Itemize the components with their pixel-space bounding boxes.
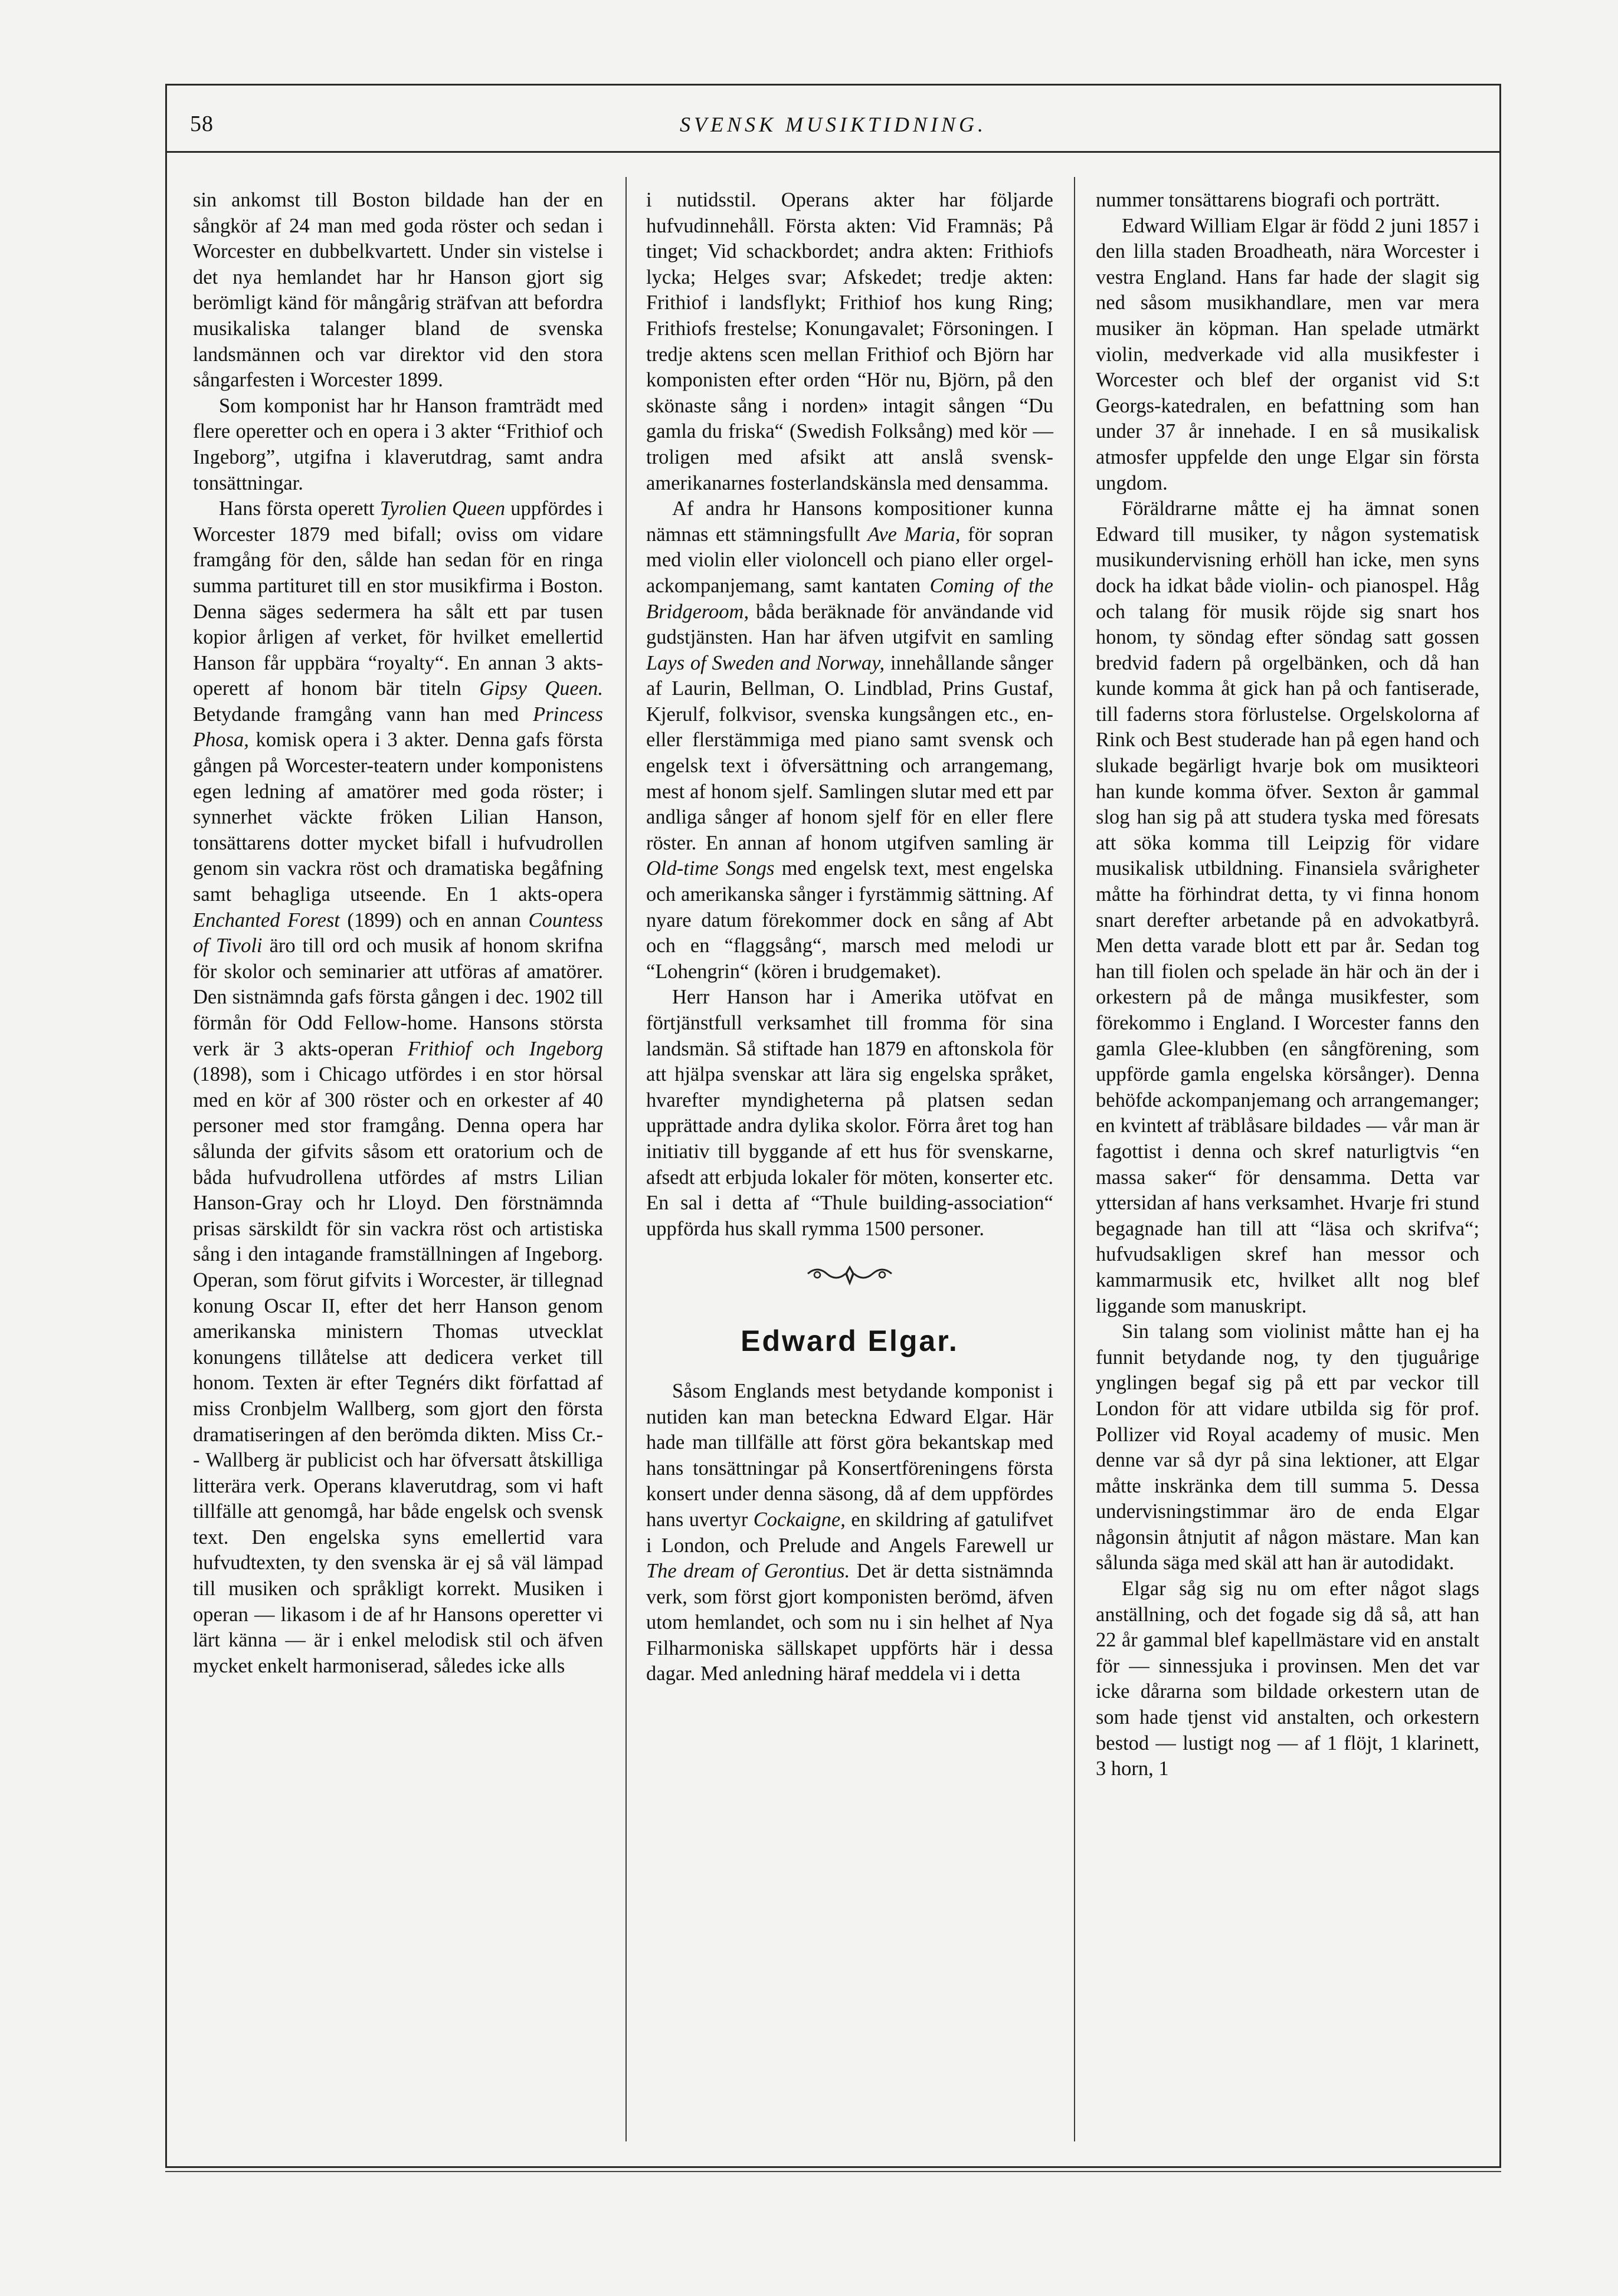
text-run: med engelsk text, mest engelska och amerikanska sånger i fyrstämmig sättning. Af nyare datum förekommer dock en sång af Abt och en “flaggsång“, marsch med melodi ur “Lohengrin“ (kören i brudgemaket). [646, 857, 1053, 983]
paragraph: sin ankomst till Boston bildade han der en sångkör af 24 man med goda röster och sedan i Worcester en dubbelkvartett. Under sin vistelse i det nya hemlandet har hr Hanson gjort sig berömligt känd för mångårig sträfvan att befordra musikaliska talanger bland de svenska landsmännen och var direktor vid den stora sångarfesten i Worcester 1899. [193, 189, 603, 392]
page-header [165, 106, 1501, 142]
page-number: 58 [190, 111, 214, 136]
ornament-icon [805, 1262, 894, 1288]
work-title: Old-time Songs [646, 857, 775, 880]
paragraph: Som komponist har hr Hanson framträdt med flere operetter och en opera i 3 akter “Frithiof och Ingeborg”, utgifna i klaverutdrag, samt andra tonsättningar. [193, 394, 603, 494]
text-run: Det är detta sistnämnda verk, som först gjort komponisten berömd, äfven utom hemlandet, och som nu i sin helhet af Nya Filharmoniska sällskapet uppförts här i dessa dagar. Med anledning häraf meddela vi i detta [646, 1560, 1053, 1685]
paragraph [646, 496, 1053, 985]
work-title: Frithiof och Ingeborg [407, 1037, 603, 1060]
journal-title: SVENSK MUSIKTIDNING. [679, 113, 987, 136]
column-divider-1 [625, 177, 627, 2141]
text-run: en skildring af gatulifvet i London, och Prelude and Angels Farewell ur [646, 1508, 1053, 1557]
bottom-frame-rule [165, 2166, 1501, 2168]
paragraph [193, 496, 603, 1679]
text-run: uppfördes i Worcester 1879 med bifall; oviss om vidare framgång för den, sålde han sedan för en ringa summa partituret till en stor musikfirma i Boston. Denna säges sedermera ha sålt ett par tusen kopior årligen af verket, för hvilket emellertid Hanson får uppbära “royalty“. En annan 3 akts-operett af honom bär titeln [193, 497, 603, 700]
text-run: Hans första operett [219, 497, 380, 520]
paragraph: nummer tonsättarens biografi och porträtt. [1096, 189, 1440, 211]
work-title: Princess Phosa, [193, 703, 603, 752]
text-run: Af andra hr Hansons kompositioner kunna nämnas ett stämningsfullt [646, 497, 1053, 546]
header-rule [165, 151, 1501, 153]
work-title: Coming of the Bridgeroom, [646, 574, 1053, 623]
work-title: Ave Maria, [867, 523, 961, 546]
work-title: Gipsy Queen. [479, 677, 603, 700]
paragraph: Elgar såg sig nu om efter något slags anställning, och det fogade sig då så, att han 22 år gammal blef kapellmästare vid en anstalt för — sinnessjuka i provinsen. Men det var icke dårarna som bildade orkestern utan de som hade tjenst vid anstalten, och orkestern bestod — lustigt nog — af 1 flöjt, 1 klarinett, 3 horn, 1 [1096, 1577, 1479, 1780]
section-heading: Edward Elgar. [741, 1324, 959, 1357]
text-run: Såsom Englands mest betydande komponist i nutiden kan man beteckna Edward Elgar. Här hade man tillfälle att först göra bekantskap med hans tonsättningar på Konsertföreningens första konsert under denna säsong, då af dem uppfördes hans uvertyr [646, 1379, 1053, 1531]
text-run: äro till ord och musik af honom skrifna för skolor och seminarier att utföras af amatörer. Den sistnämnda gafs första gången i dec. 1902 till förmån för Odd Fellow-home. Hansons största verk är 3 akts-operan [193, 934, 604, 1060]
paragraph [646, 1379, 1053, 1687]
column-divider-2 [1074, 177, 1075, 2141]
text-run: båda beräknade för användande vid gudstjänsten. Han har äfven utgifvit en samling [646, 600, 1053, 649]
top-frame-rule [165, 84, 1501, 86]
left-frame-rule [165, 84, 167, 2166]
work-title: Cockaigne, [753, 1508, 846, 1531]
work-title: Countess of Tivoli [193, 908, 603, 957]
work-title: Lays of Sweden and Norway, [646, 651, 885, 674]
paragraph: Edward William Elgar är född 2 juni 1857 i den lilla staden Broadheath, nära Worcester i vestra England. Hans far hade der slagit sig ned såsom musikhandlare, men var mera musiker än köpman. Han spelade utmärkt violin, medverkade vid alla musikfester i Worcester och blef der organist vid S:t Georgs-katedralen, en befattning som han under 37 år innehade. I en så musikalisk atmosfer uppfelde den unge Elgar sin första ungdom. [1096, 214, 1479, 494]
ornament-divider-icon [646, 1262, 1053, 1295]
work-title: Enchanted Forest [193, 908, 340, 931]
text-run: komisk opera i 3 akter. Denna gafs första gången på Worcester-teatern under komponistens egen ledning af amatörer med goda röster; i synnerhet väckte fröken Lilian Hanson, tonsättarens dotter mycket bifall i hufvudrollen genom sin vackra röst och dramatiska begåfning samt behagliga utseende. En 1 akts-opera [193, 729, 603, 906]
column-3 [1096, 188, 1479, 1782]
text-run: (1898), som i Chicago utfördes i en stor hörsal med en kör af 300 röster och en orkester af 40 personer med stor framgång. Denna opera har sålunda der gifvits såsom ett oratorium och de båda hufvudrollena utfördes af mstrs Lilian Hanson-Gray och hr Lloyd. Den förstnämnda prisas särskildt för sin vackra röst och artistiska sång i den intagande framställningen af Ingeborg. Operan, som förut gifvits i Worcester, är tillegnad konung Oscar II, efter det herr Hanson genom amerikanska ministern Thomas utvecklat konungens tillåtelse att dedicera verket till honom. Texten är efter Tegnérs dikt författad af miss Cronbjelm Wallberg, som gjort den första dramatiseringen af den berömda dikten. Miss Cr.-- Wallberg är publicist och har öfversatt åtskilliga litterära verk. Operans klaverutdrag, som vi haft tillfälle att genomgå, har både engelsk och svensk text. Den engelska syns emellertid vara hufvudtexten, ty den svenska är ej så väl lämpad till musiken och språkligt korrekt. Musiken i operan — likasom i de af hr Hansons operetter vi lärt känna — är i enkel melodisk stil och äfven mycket enkelt harmoniserad, således icke alls [193, 1063, 603, 1677]
column-2 [646, 188, 1053, 1687]
column-1 [193, 188, 603, 1679]
paragraph: Sin talang som violinist måtte han ej ha funnit betydande nog, ty den tjuguårige ynglingen begaf sig på ett par veckor till London för att vidare utbilda sig för prof. Pollizer vid Royal academy of music. Men denne var så dyr på sina lektioner, att Elgar måtte inskränka dem till summa 5. Dessa undervisningstimmar äro de enda Elgar någonsin åtnjutit af någon mästare. Man kan sålunda säga med skäl att han är autodidakt. [1096, 1320, 1479, 1575]
work-title: Tyrolien Queen [379, 497, 506, 520]
right-frame-rule [1499, 84, 1501, 2166]
text-run: Betydande framgång vann han med [193, 703, 533, 726]
text-run: (1899) och en annan [339, 908, 529, 931]
paragraph: Föräldrarne måtte ej ha ämnat sonen Edward till musiker, ty någon systematisk musikundervisning erhöll han icke, men syns dock ha idkat både violin- och pianospel. Håg och talang för musik röjde sig snart hos honom, ty söndag efter söndag satt gossen bredvid fadern på orgelbänken, och då han kunde komma åt gick han på och fantiserade, till faderns stora förlustelse. Orgelskolorna af Rink och Best studerade han på egen hand och slukade begärligt hvarje bok om musikteori han kunde komma öfver. Sexton år gammal slog han sig på att studera tyska med föresats att söka komma till Leipzig för vidare musikalisk utbildning. Finansiela svårigheter måtte ha förhindrat detta, ty vi finna honom snart derefter arbetande på en advokatbyrå. Men detta varade blott ett par år. Sedan tog han till fiolen och spelade än här och än der i orkestern på de många musikfester, som förekommo i England. I Worcester fanns den gamla Glee-klubben (en sångförening, som uppförde gamla engelska körsånger). Denna behöfde ackompanjemang och arrangemanger; en kvintett af träblåsare bildades — vår man är fagottist i denna och skref naturligtvis “en massa saker“ för densamma. Detta var yttersidan af hans verksamhet. Hvarje fri stund begagnade han till att “läsa och skrifva“; hufvudsakligen skref han messor och kammarmusik etc, hvilket allt nog blef liggande som manuskript. [1096, 497, 1479, 1317]
text-run: för sopran med violin eller violoncell och piano eller orgel-ackompanjemang, samt kantaten [646, 523, 1053, 597]
work-title: The dream of Gerontius. [646, 1560, 850, 1583]
text-run: innehållande sånger af Laurin, Bellman, O. Lindblad, Prins Gustaf, Kjerulf, folkvisor, svenska kungsången etc., en- eller flerstämmiga med piano samt svensk och engelsk text i öfversättning och arrangemang, mest af honom sjelf. Samlingen slutar med ett par andliga sånger af honom sjelf för en eller flere röster. En annan af honom utgifven samling är [646, 651, 1054, 854]
paragraph: i nutidsstil. Operans akter har följarde hufvudinnehåll. Första akten: Vid Framnäs; På tinget; Vid schackbordet; andra akten: Frithiofs lycka; Helges svar; Afskedet; tredje akten: Frithiof i landsflykt; Frithiof hos kung Ring; Frithiofs frestelse; Konungavalet; Försoningen. I tredje aktens scen mellan Frithiof och Björn har komponisten efter orden “Hör nu, Björn, på den skönaste sång i norden» intagit sången “Du gamla du friska“ (Swedish Folksång) med kör — troligen med afsikt att anslå svensk-amerikanarnes fosterlandskänsla med densamma. [646, 189, 1053, 494]
bottom-double-rule [165, 2171, 1501, 2172]
paragraph: Herr Hanson har i Amerika utöfvat en förtjänstfull verksamhet till fromma för sina landsmän. Så stiftade han 1879 en aftonskola för att hjälpa svenskar att lära sig engelska språket, hvarefter myndigheterna på platsen sedan upprättade andra dylika skolor. Förra året tog han initiativ till byggande af ett hus för svenskarne, afsedt att erbjuda lokaler för möten, konserter etc. En sal i detta af “Thule building-association“ uppförda hus skall rymma 1500 personer. [646, 986, 1053, 1240]
